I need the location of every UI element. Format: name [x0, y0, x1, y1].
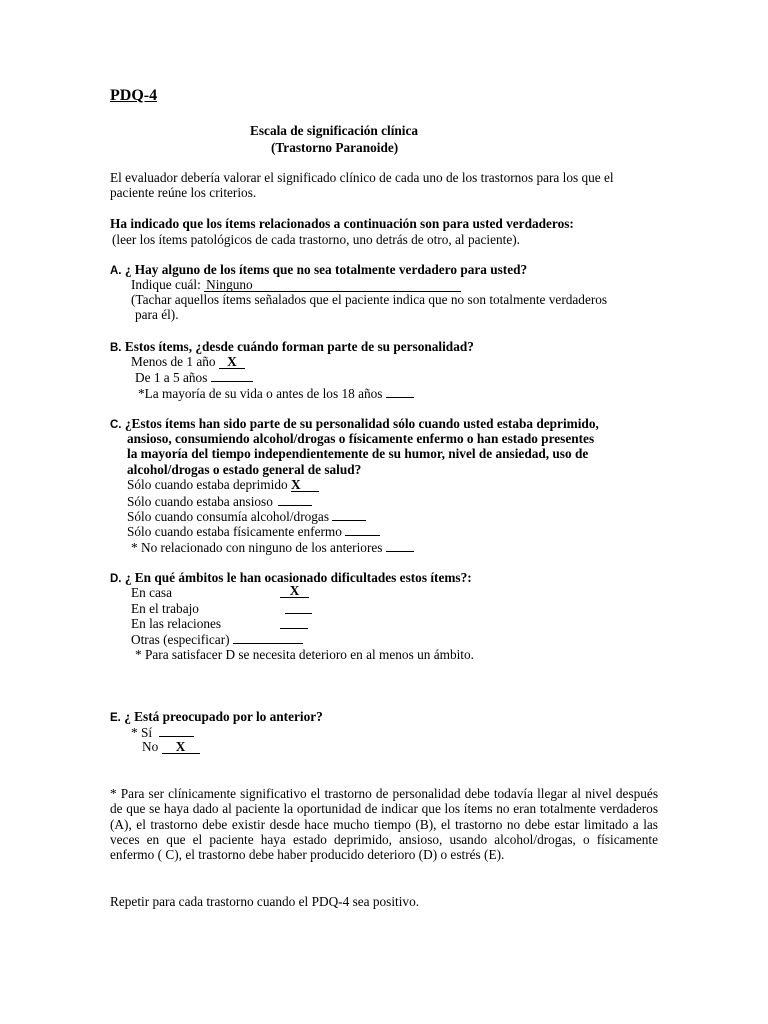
option-label: * No relacionado con ninguno de los anteriores	[131, 540, 383, 555]
section-c-question-3: la mayoría del tiempo independientemente de su humor, nivel de ansiedad, uso de	[127, 446, 589, 461]
answer-blank[interactable]	[211, 369, 253, 382]
answer-blank[interactable]	[285, 601, 312, 614]
intro-line-1: El evaluador debería valorar el significado clínico de cada uno de los trastornos para los que el	[110, 170, 614, 185]
answer-blank[interactable]	[159, 724, 194, 737]
answer-blank[interactable]	[219, 356, 245, 369]
answer-blank[interactable]	[280, 616, 308, 629]
section-d-note: * Para satisfacer D se necesita deterioro en al menos un ámbito.	[135, 647, 474, 662]
option-label: Sólo cuando estaba físicamente enfermo	[127, 524, 342, 539]
answer-blank[interactable]	[233, 631, 303, 644]
answer-blank[interactable]	[280, 585, 309, 598]
option-label: Otras (especificar)	[131, 632, 230, 647]
section-c-option-4	[127, 523, 380, 539]
section-e-text: ¿ Está preocupado por lo anterior?	[124, 709, 323, 724]
section-b-label: B.	[110, 342, 122, 354]
section-a-note-1: (Tachar aquellos ítems señalados que el paciente indica que no son totalmente verdaderos	[131, 292, 608, 307]
section-d-text: ¿ En qué ámbitos le han ocasionado dificultades estos ítems?:	[124, 570, 472, 585]
answer-blank[interactable]	[162, 741, 200, 754]
section-d-option-2: En el trabajo	[131, 601, 199, 616]
section-e-option-2	[142, 739, 200, 754]
indique-value: Ninguno	[206, 277, 253, 292]
section-a-indique	[131, 277, 461, 292]
section-b-option-2	[135, 369, 253, 385]
section-b-option-1	[131, 354, 245, 369]
section-c-text: ¿Estos ítems han sido parte de su personalidad sólo cuando usted estaba deprimido,	[124, 416, 599, 431]
answer-blank[interactable]	[386, 385, 414, 398]
section-d-option-3: En las relaciones	[131, 616, 222, 631]
option-label: En casa	[131, 585, 172, 600]
answer-blank[interactable]	[291, 479, 319, 492]
answer-mark: X	[290, 477, 301, 492]
section-c-label: C.	[110, 419, 122, 431]
section-c-option-1	[127, 477, 319, 492]
page-title: PDQ-4	[110, 87, 158, 104]
option-label: No	[142, 739, 159, 754]
indique-label: Indique cuál:	[131, 277, 201, 292]
section-b-text: Estos ítems, ¿desde cuándo forman parte de su personalidad?	[124, 339, 474, 354]
section-c-option-5	[131, 539, 414, 555]
intro-line-2: paciente reúne los criterios.	[110, 185, 257, 200]
option-label: Menos de 1 año	[131, 354, 216, 369]
option-label: De 1 a 5 años	[135, 370, 208, 385]
section-c-question-2: ansioso, consumiendo alcohol/drogas o físicamente enfermo o han estado presentes	[127, 431, 595, 446]
scale-heading: Escala de significación clínica	[250, 123, 419, 138]
answer-blank[interactable]	[386, 539, 414, 552]
section-d-label: D.	[110, 573, 122, 585]
answer-mark: X	[227, 354, 237, 369]
option-label: * Sí	[131, 725, 153, 740]
section-d-option-4	[131, 631, 303, 647]
section-e-option-1	[131, 724, 194, 740]
repeat-note: Repetir para cada trastorno cuando el PDQ-4 sea positivo.	[110, 894, 420, 909]
section-a-label: A.	[110, 265, 122, 277]
section-c-question-4: alcohol/drogas o estado general de salud?	[127, 462, 362, 477]
section-b-option-3	[138, 385, 414, 401]
section-d-option-1	[131, 585, 172, 600]
indique-field[interactable]	[204, 279, 461, 292]
option-label: Sólo cuando estaba deprimido	[127, 477, 288, 492]
answer-blank[interactable]	[332, 508, 366, 521]
footnote-paragraph: * Para ser clínicamente significativo el trastorno de personalidad debe todavía llegar al nivel después de que se haya dado al paciente la oportunidad de indicar que los ítems no eran totalmente verdaderos (A), el trastorno debe existir desde hace mucho tiempo (B), el trastorno no debe estar limitado a las veces en que el paciente haya estado deprimido, ansioso, usando alcohol/drogas, o físicamente enfermo ( C), el trastorno debe haber producido deterioro (D) o estrés (E).	[110, 786, 658, 863]
instruction-bold: Ha indicado que los ítems relacionados a continuación son para usted verdaderos:	[110, 216, 574, 231]
section-c-option-2	[127, 493, 312, 509]
section-e-label: E.	[110, 712, 121, 724]
option-label: *La mayoría de su vida o antes de los 18 años	[138, 386, 383, 401]
answer-mark: X	[289, 583, 300, 598]
answer-blank[interactable]	[345, 523, 380, 536]
answer-mark: X	[175, 739, 186, 754]
option-label: Sólo cuando estaba ansioso	[127, 494, 273, 509]
option-label: Sólo cuando consumía alcohol/drogas	[127, 509, 329, 524]
scale-subheading: (Trastorno Paranoide)	[271, 140, 399, 155]
section-a-note-2: para él).	[135, 307, 179, 322]
section-c-option-3	[127, 508, 366, 524]
answer-blank[interactable]	[278, 493, 312, 506]
instruction-note: (leer los ítems patológicos de cada trastorno, uno detrás de otro, al paciente).	[112, 232, 520, 247]
section-a-text: ¿ Hay alguno de los ítems que no sea totalmente verdadero para usted?	[124, 262, 528, 277]
